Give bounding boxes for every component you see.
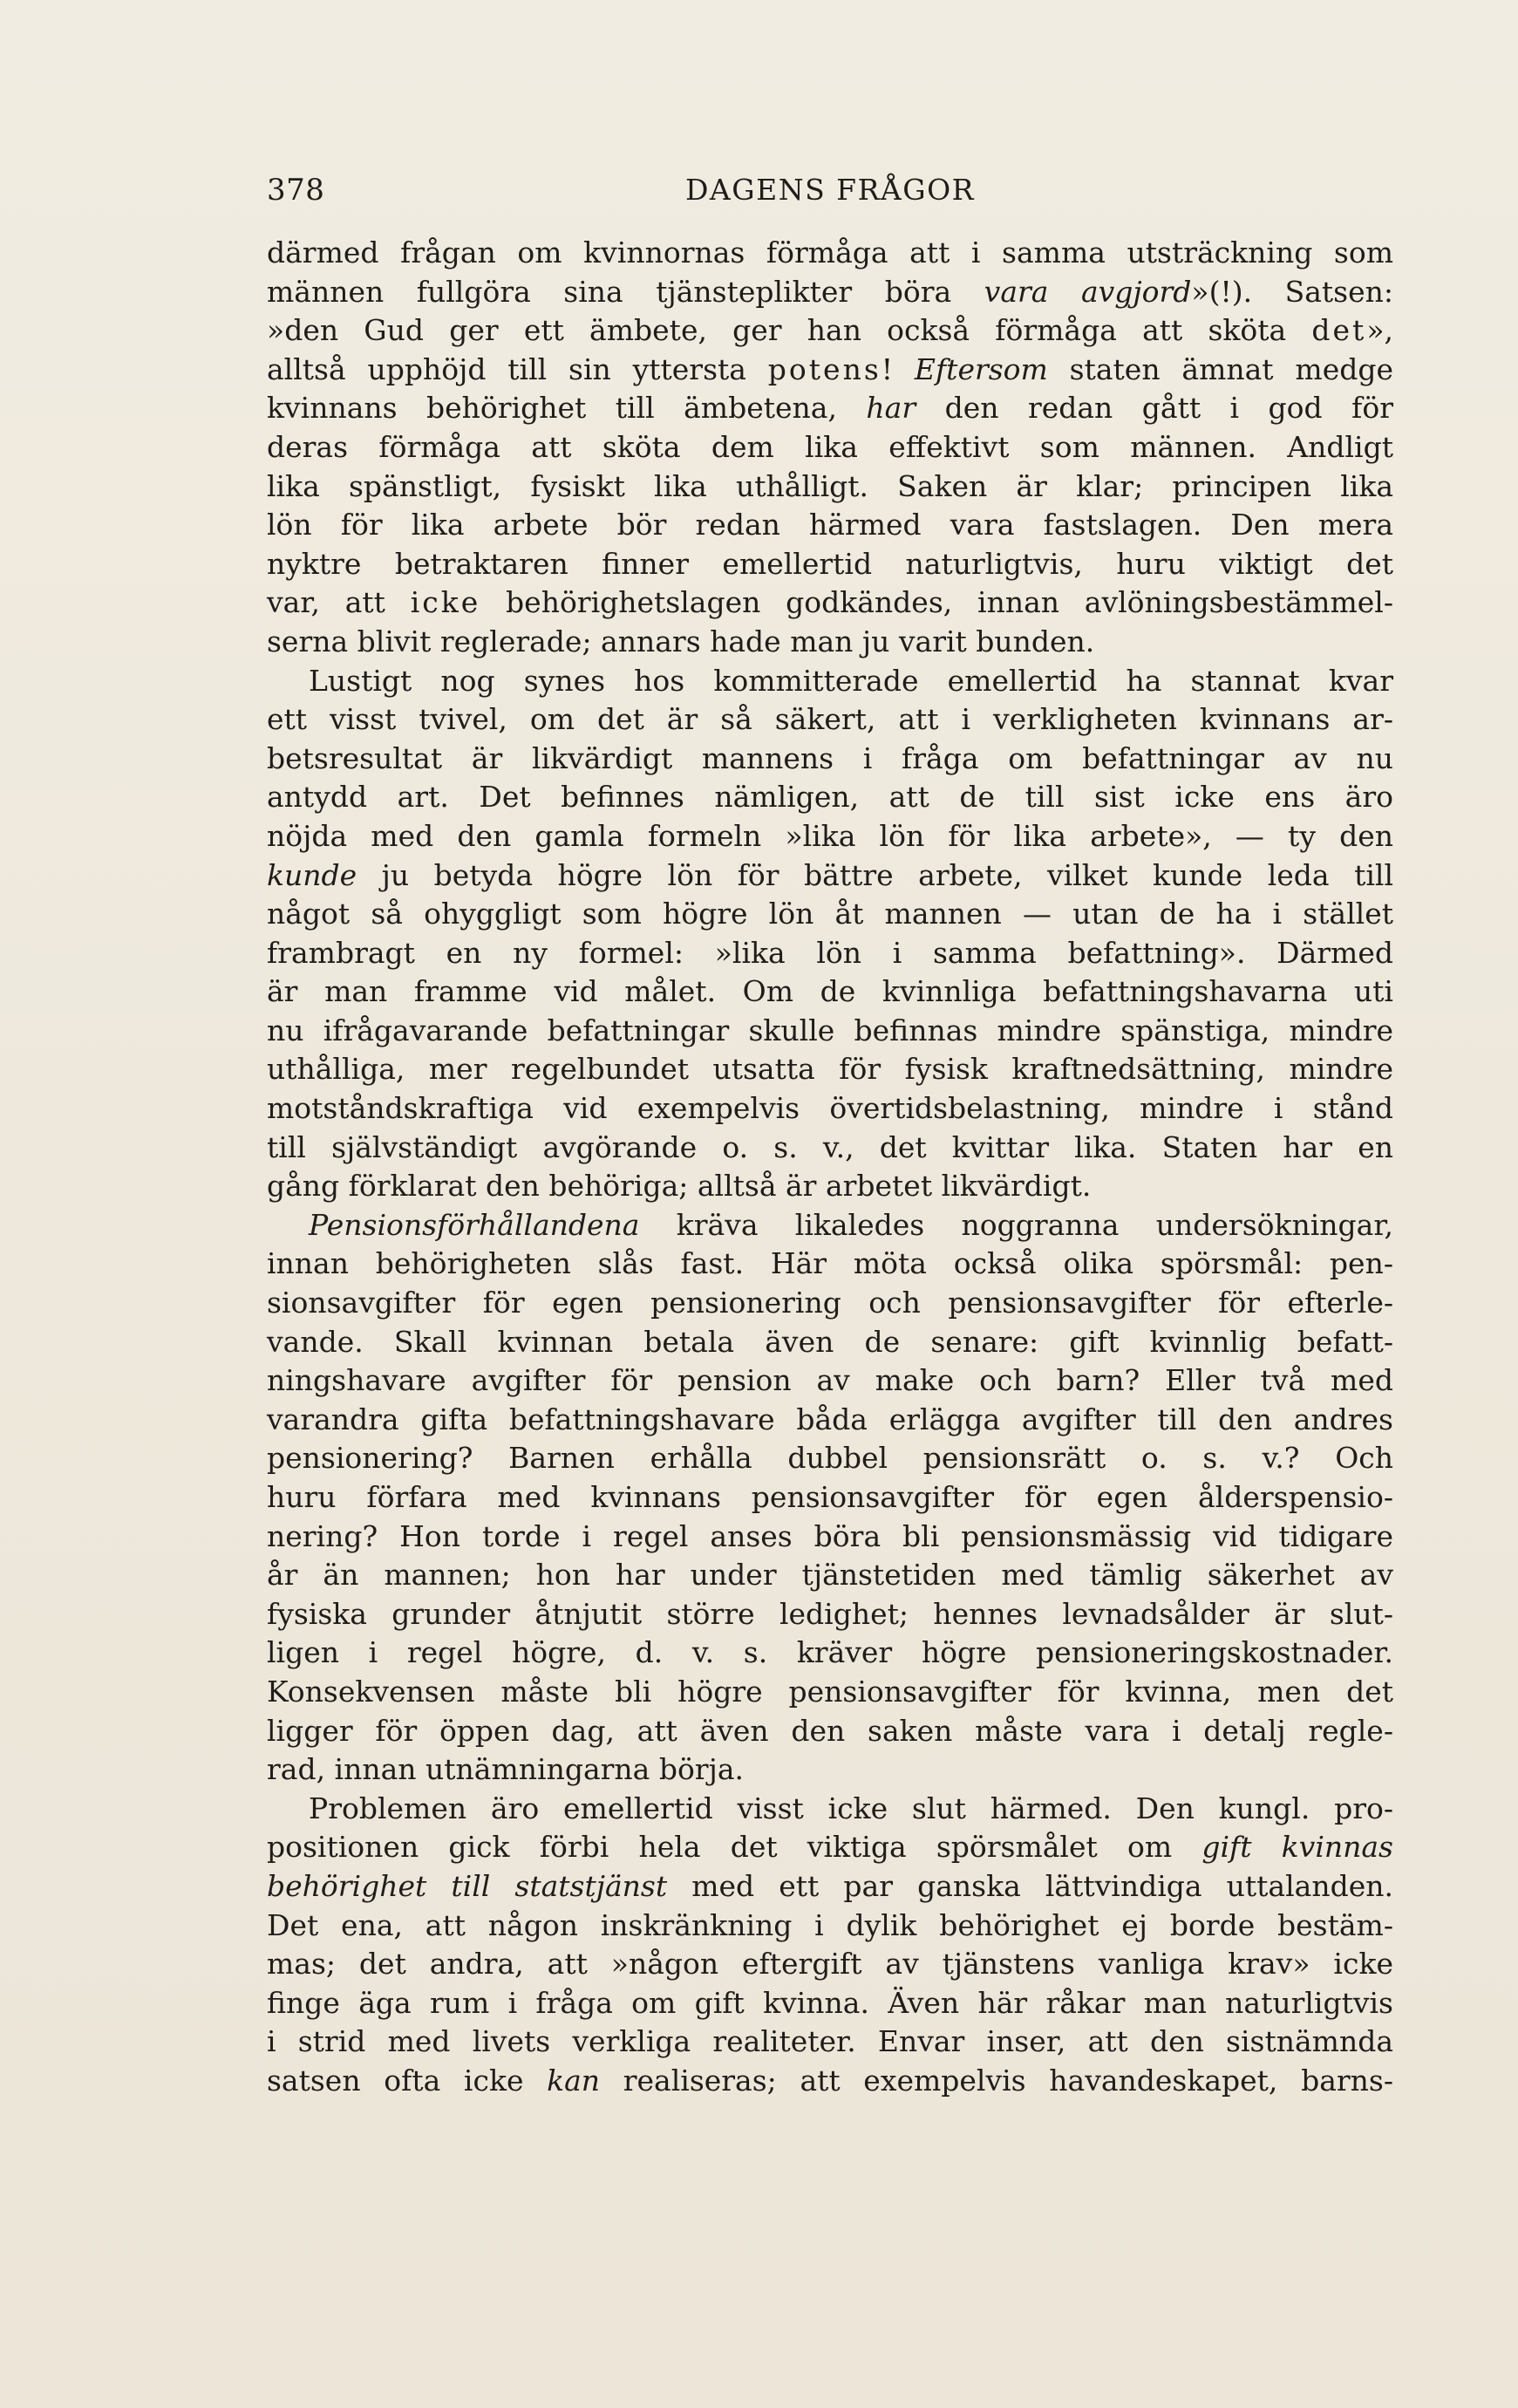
- text-line: Konsekvensen måste bli högre pensionsavgifter för kvinna, men det: [267, 1674, 1393, 1709]
- text-run: satsen ofta icke: [267, 2063, 548, 2098]
- text-run: männen fullgöra sina tjänsteplikter böra: [267, 274, 984, 309]
- text-line: nering? Hon torde i regel anses böra bli pensionsmässig vid tidigare: [267, 1518, 1393, 1553]
- text-run: ju betyda högre lön för bättre arbete, vilket kunde leda till: [357, 857, 1393, 892]
- text-line: uthålliga, mer regelbundet utsatta för fysisk kraftnedsättning, mindre: [267, 1052, 1393, 1087]
- spaced-run: icke: [410, 585, 481, 620]
- italic-run: kunde: [267, 857, 357, 892]
- text-line: [267, 351, 1393, 390]
- text-line: serna blivit reglerade; annars hade man ju varit bunden.: [267, 624, 1095, 658]
- text-line: rad, innan utnämningarna börja.: [267, 1752, 744, 1787]
- text-run: !: [881, 351, 915, 386]
- text-line: nyktre betraktaren finner emellertid naturligtvis, huru viktigt det: [267, 546, 1393, 581]
- text-line: fysiska grunder åtnjutit större ledighet; hennes levnadsålder är slut-: [267, 1596, 1393, 1631]
- text-run: med ett par ganska lättvindiga uttalanden.: [667, 1868, 1393, 1903]
- text-line: [267, 2062, 1393, 2101]
- text-line: ligger för öppen dag, att även den saken måste vara i detalj regle-: [267, 1713, 1393, 1748]
- text-line: lika spänstligt, fysiskt lika uthålligt. Saken är klar; principen lika: [267, 468, 1393, 503]
- text-line: frambragt en ny formel: »lika lön i samma befattning». Därmed: [267, 935, 1393, 970]
- text-line: [267, 583, 1393, 623]
- page-number: 378: [267, 173, 325, 208]
- text-line: [267, 1867, 1393, 1907]
- text-run: »(!). Satsen:: [1191, 274, 1393, 309]
- text-line: [267, 856, 1393, 896]
- italic-run: Eftersom: [914, 351, 1048, 386]
- text-line: huru förfara med kvinnans pensionsavgifter för egen ålderspensio-: [267, 1480, 1393, 1514]
- text-line: sionsavgifter för egen pensionering och pensionsavgifter för efterle-: [267, 1286, 1393, 1320]
- paragraph-start-line: [267, 1206, 1393, 1245]
- text-line: är man framme vid målet. Om de kvinnliga befattningshavarna uti: [267, 974, 1393, 1009]
- text-line: [267, 273, 1393, 312]
- italic-run: har: [866, 391, 916, 426]
- text-run: alltså upphöjd till sin yttersta: [267, 351, 768, 386]
- text-line: mas; det andra, att »någon eftergift av tjänstens vanliga krav» icke: [267, 1947, 1393, 1982]
- text-line: vande. Skall kvinnan betala även de senare: gift kvinnlig befatt-: [267, 1324, 1393, 1359]
- text-line: lön för lika arbete bör redan härmed vara fastslagen. Den mera: [267, 508, 1393, 542]
- text-run: behörighetslagen godkändes, innan avlöningsbestämmel-: [480, 585, 1393, 620]
- text-line: därmed frågan om kvinnornas förmåga att i samma utsträckning som: [267, 235, 1393, 269]
- spaced-run: det: [1311, 313, 1367, 348]
- text-line: nöjda med den gamla formeln »lika lön för lika arbete», — ty den: [267, 818, 1393, 853]
- text-line: [267, 311, 1393, 351]
- text-run: kvinnans behörighet till ämbetena,: [267, 391, 867, 426]
- text-line: ningshavare avgifter för pension av make och barn? Eller två med: [267, 1363, 1393, 1398]
- text-line: finge äga rum i fråga om gift kvinna. Även här råkar man naturligtvis: [267, 1985, 1393, 2020]
- text-line: betsresultat är likvärdigt mannens i fråga om befattningar av nu: [267, 740, 1393, 775]
- text-line: ligen i regel högre, d. v. s. kräver högre pensioneringskostnader.: [267, 1635, 1393, 1670]
- text-line: nu ifrågavarande befattningar skulle befinnas mindre spänstiga, mindre: [267, 1013, 1393, 1047]
- text-run: »,: [1366, 313, 1393, 348]
- italic-run: vara avgjord: [984, 274, 1192, 309]
- text-line: varandra gifta befattningshavare båda erlägga avgifter till den andres: [267, 1402, 1393, 1436]
- text-line: ett visst tvivel, om det är så säkert, att i verkligheten kvinnans ar-: [267, 702, 1393, 737]
- text-line: till självständigt avgörande o. s. v., det kvittar lika. Staten har en: [267, 1129, 1393, 1164]
- text-line: pensionering? Barnen erhålla dubbel pensionsrätt o. s. v.? Och: [267, 1441, 1393, 1476]
- text-line: [267, 1828, 1393, 1867]
- text-run: den redan gått i god för: [916, 391, 1393, 426]
- text-run: kräva likaledes noggranna undersökningar,: [639, 1207, 1393, 1242]
- italic-run: behörighet till statstjänst: [267, 1868, 668, 1903]
- text-line: något så ohyggligt som högre lön åt mannen — utan de ha i stället: [267, 897, 1393, 931]
- text-line: antydd art. Det befinnes nämligen, att de till sist icke ens äro: [267, 780, 1393, 815]
- text-line: innan behörigheten slås fast. Här möta också olika spörsmål: pen-: [267, 1246, 1393, 1281]
- running-head: [267, 168, 1393, 212]
- paragraph-start-line: Problemen äro emellertid visst icke slut härmed. Den kungl. pro-: [309, 1791, 1393, 1825]
- italic-run: Pensionsförhållandena: [309, 1207, 640, 1242]
- text-run: »den Gud ger ett ämbete, ger han också förmåga att sköta: [267, 313, 1312, 348]
- text-line: gång förklarat den behöriga; alltså är arbetet likvärdigt.: [267, 1169, 1092, 1204]
- body-text: [267, 234, 1393, 2101]
- text-run: var, att: [267, 585, 411, 620]
- text-run: staten ämnat medge: [1047, 351, 1393, 386]
- text-line: i strid med livets verkliga realiteter. Envar inser, att den sistnämnda: [267, 2024, 1393, 2059]
- italic-run: gift kvinnas: [1201, 1830, 1393, 1865]
- spaced-run: potens: [767, 351, 882, 386]
- text-run: positionen gick förbi hela det viktiga spörsmålet om: [267, 1830, 1202, 1865]
- text-line: motståndskraftiga vid exempelvis övertidsbelastning, mindre i stånd: [267, 1091, 1393, 1126]
- text-line: Det ena, att någon inskränkning i dylik behörighet ej borde bestäm-: [267, 1907, 1393, 1942]
- text-line: år än mannen; hon har under tjänstetiden med tämlig säkerhet av: [267, 1558, 1393, 1593]
- text-line: [267, 389, 1393, 428]
- text-line: deras förmåga att sköta dem lika effektivt som männen. Andligt: [267, 429, 1393, 464]
- running-title: DAGENS FRÅGOR: [684, 173, 976, 207]
- italic-run: kan: [547, 2063, 601, 2098]
- text-run: realiseras; att exempelvis havandeskapet, barns-: [600, 2063, 1393, 2098]
- paragraph-start-line: Lustigt nog synes hos kommitterade emellertid ha stannat kvar: [309, 663, 1393, 698]
